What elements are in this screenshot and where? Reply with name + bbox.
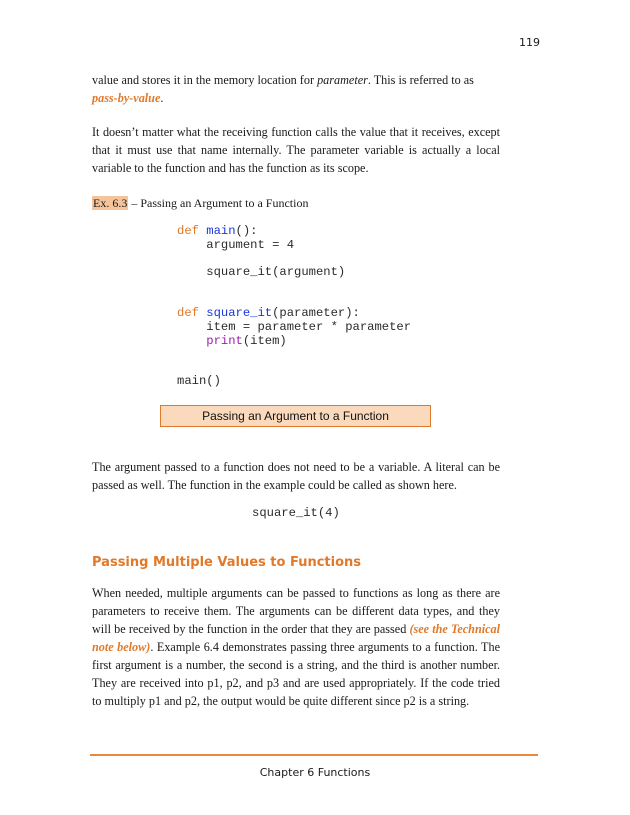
code-line-item: item = parameter * parameter bbox=[177, 320, 412, 334]
para1-text-c: . bbox=[160, 91, 164, 105]
chapter-footer: Chapter 6 Functions bbox=[259, 766, 371, 779]
example-title: – Passing an Argument to a Function bbox=[128, 196, 309, 210]
para4-text-b: . Example 6.4 demonstrates passing three arguments to a function. The first argument is a number, the second is a string, and the third is another number. They are received into p1, p2, and p3 and are used appropriately. If the code tried to multiply p1 and p2, the output would be quite different since p2 is a string. bbox=[92, 640, 500, 708]
example-caption: Passing an Argument to a Function bbox=[160, 405, 431, 427]
pass-by-value-term: pass-by-value bbox=[92, 91, 161, 105]
code-builtin: print bbox=[206, 334, 243, 348]
code-keyword: def bbox=[177, 306, 207, 320]
page-number: 119 bbox=[519, 36, 540, 49]
paragraph-literal-argument: The argument passed to a function does not need to be a variable. A literal can be passed as well. The function in the example could be called as shown here. bbox=[92, 460, 500, 492]
paragraph-receiving-function: It doesn’t matter what the receiving function calls the value that it receives, except that it must use that name internally. The parameter variable is actually a local variable to the function and has the function as its scope. bbox=[92, 125, 500, 175]
code-line-argument: argument = 4 bbox=[177, 238, 295, 252]
parameter-term: parameter bbox=[317, 73, 368, 87]
technical-note-reference: (see the Technical note below) bbox=[92, 622, 500, 654]
code-line-call: square_it(argument) bbox=[177, 265, 346, 279]
code-rest: (): bbox=[235, 224, 258, 238]
paragraph-multiple-values bbox=[92, 584, 500, 710]
code-line-print bbox=[177, 334, 287, 348]
code-keyword: def bbox=[177, 224, 207, 238]
code-line-def-square-it bbox=[177, 306, 360, 320]
example-label bbox=[92, 196, 308, 211]
section-heading: Passing Multiple Values to Functions bbox=[92, 555, 362, 570]
para1-text-a: value and stores it in the memory location for bbox=[92, 73, 318, 87]
code-line-def-main bbox=[177, 224, 257, 238]
footer-divider bbox=[90, 754, 538, 756]
code-function-name: main bbox=[206, 224, 236, 238]
code-line-main-call: main() bbox=[177, 374, 221, 388]
paragraph-pass-by-value bbox=[92, 71, 500, 107]
example-tag: Ex. 6.3 bbox=[93, 196, 128, 210]
code-function-name: square_it bbox=[206, 306, 273, 320]
code-literal-call: square_it(4) bbox=[252, 506, 340, 520]
para4-text-a: When needed, multiple arguments can be passed to functions as long as there are parameters to receive them. The arguments can be different data types, and they will be received by the function in the order that they are passed bbox=[92, 586, 500, 636]
code-rest: (item) bbox=[242, 334, 287, 348]
code-rest: (parameter): bbox=[272, 306, 360, 320]
para1-text-b: . This is referred to as bbox=[367, 73, 474, 87]
